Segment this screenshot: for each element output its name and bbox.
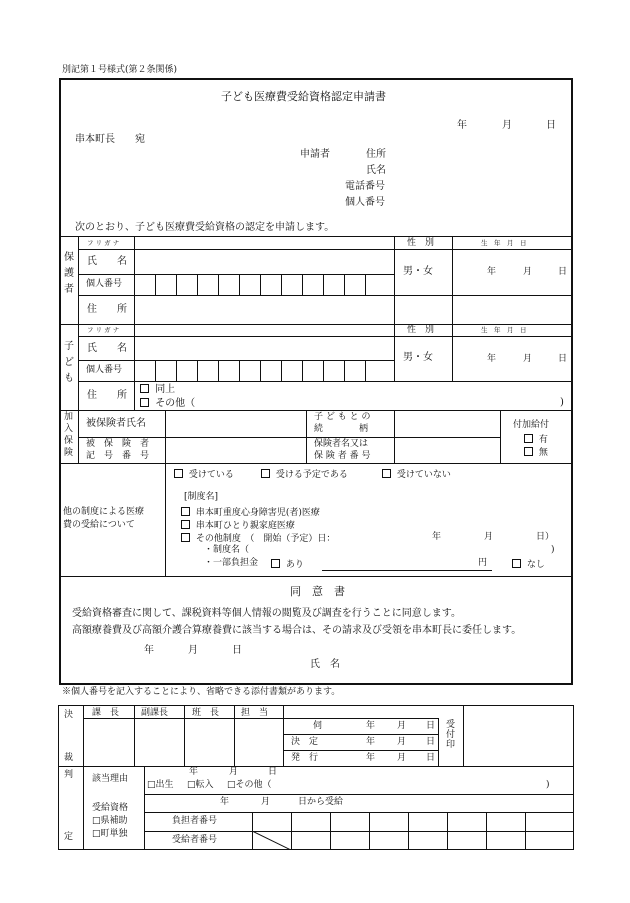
hantei-label-1: 判 bbox=[64, 770, 74, 780]
inquiry-day: 日 bbox=[426, 721, 436, 731]
decision-day: 日 bbox=[426, 737, 436, 747]
issue-day: 日 bbox=[426, 753, 436, 763]
extra-benefit-yes[interactable]: 有 bbox=[524, 434, 548, 445]
consent-name-label: 氏 名 bbox=[310, 659, 340, 670]
checkbox-icon bbox=[524, 447, 533, 456]
guardian-address-label: 住 所 bbox=[87, 304, 127, 315]
insurer-label-2: 保 険 者 番 号 bbox=[314, 451, 371, 461]
form-title: 子ども医療費受給資格認定申請書 bbox=[221, 90, 386, 103]
child-dob-year: 年 bbox=[487, 354, 497, 364]
status-planned[interactable]: 受ける予定である bbox=[261, 469, 348, 480]
other-start-month: 月 bbox=[484, 532, 494, 542]
system-disability[interactable]: 串本町重度心身障害児(者)医療 bbox=[181, 507, 320, 518]
system-name-field[interactable]: ・制度名（ bbox=[204, 545, 250, 555]
reason-close: ) bbox=[546, 780, 550, 790]
insured-name-label: 被保険者氏名 bbox=[86, 418, 146, 429]
checkbox-icon bbox=[524, 434, 533, 443]
guardian-furigana-label: フ リ ガ ナ bbox=[87, 239, 120, 247]
received-stamp-1: 受 bbox=[446, 720, 456, 730]
qual-from-year: 年 bbox=[220, 797, 230, 807]
reason-move-in[interactable]: □転入 bbox=[187, 780, 214, 790]
checkbox-icon bbox=[261, 469, 270, 478]
inquiry-year: 年 bbox=[366, 721, 376, 731]
child-side-3: も bbox=[64, 373, 74, 384]
checkbox-icon bbox=[174, 469, 183, 478]
applicant-phone-label: 電話番号 bbox=[345, 181, 385, 192]
recipient-number-diagonal bbox=[252, 831, 291, 850]
date-row-decision: 決 定 bbox=[291, 737, 319, 747]
system-single-parent[interactable]: 串本町ひとり親家庭医療 bbox=[181, 520, 295, 531]
guardian-dob-year: 年 bbox=[487, 267, 497, 277]
date-month: 月 bbox=[502, 120, 512, 131]
child-address-close: ) bbox=[560, 397, 564, 408]
reason-day: 日 bbox=[268, 767, 278, 777]
child-dob-month: 月 bbox=[523, 354, 533, 364]
reason-label: 該当理由 bbox=[92, 774, 129, 784]
child-dob-header: 生 年 月 日 bbox=[481, 326, 527, 334]
guardian-side-1: 保 bbox=[64, 252, 74, 263]
consent-title: 同 意 書 bbox=[290, 585, 345, 598]
insured-code-label-2: 記 号 番 号 bbox=[86, 451, 150, 461]
role-section-chief: 課 長 bbox=[92, 708, 120, 718]
consent-line-2: 高額療養費及び高額介護合算療養費に該当する場合は、その請求及び受領を串本町長に委任します。 bbox=[72, 625, 522, 636]
extra-benefit-label: 付加給付 bbox=[513, 420, 550, 430]
qual-town[interactable]: □町単独 bbox=[92, 829, 128, 839]
issue-year: 年 bbox=[366, 753, 376, 763]
insurance-side-2: 入 bbox=[64, 424, 74, 434]
other-system-label-2: 費の受給について bbox=[63, 520, 135, 530]
reason-year: 年 bbox=[189, 767, 199, 777]
checkbox-icon bbox=[140, 398, 149, 407]
date-day: 日 bbox=[546, 120, 556, 131]
kessai-label-2: 裁 bbox=[64, 753, 74, 763]
guardian-name-label: 氏 名 bbox=[87, 256, 127, 267]
child-mynumber-label: 個人番号 bbox=[86, 365, 123, 375]
partial-burden-no[interactable]: なし bbox=[512, 559, 545, 570]
child-dob-day: 日 bbox=[558, 354, 568, 364]
issue-month: 月 bbox=[397, 753, 407, 763]
child-side-1: 子 bbox=[64, 341, 74, 352]
status-receiving[interactable]: 受けている bbox=[174, 469, 234, 480]
qual-from-month: 月 bbox=[261, 797, 271, 807]
qual-prefecture[interactable]: □県補助 bbox=[92, 816, 128, 826]
child-side-2: ど bbox=[64, 357, 74, 368]
checkbox-icon bbox=[181, 533, 190, 542]
checkbox-icon bbox=[382, 469, 391, 478]
decision-year: 年 bbox=[366, 737, 376, 747]
checkbox-icon bbox=[181, 507, 190, 516]
consent-date-year: 年 bbox=[144, 645, 154, 656]
partial-burden-yes[interactable]: あり bbox=[271, 559, 304, 570]
insurer-label-1: 保険者名又は bbox=[314, 439, 369, 449]
role-deputy-chief: 副課長 bbox=[141, 708, 169, 718]
insurance-side-4: 険 bbox=[64, 448, 74, 458]
checkbox-icon bbox=[271, 559, 280, 568]
date-row-inquiry: 伺 bbox=[313, 721, 323, 731]
system-name-close: ) bbox=[551, 545, 555, 555]
decision-month: 月 bbox=[397, 737, 407, 747]
applicant-name-label: 氏名 bbox=[366, 165, 386, 176]
date-year: 年 bbox=[457, 120, 467, 131]
applicant-mynumber-label: 個人番号 bbox=[345, 197, 385, 208]
guardian-sex-value[interactable]: 男・女 bbox=[403, 266, 433, 277]
received-stamp-3: 印 bbox=[446, 740, 456, 750]
other-start-day: 日） bbox=[536, 532, 555, 542]
child-furigana-label: フ リ ガ ナ bbox=[87, 326, 120, 334]
partial-amount-line[interactable] bbox=[322, 570, 492, 571]
insurance-side-1: 加 bbox=[64, 412, 74, 422]
system-other[interactable]: その他制度 （ 開始（予定）日： bbox=[181, 533, 335, 544]
burden-number-label: 負担者番号 bbox=[172, 816, 218, 826]
insured-code-label-1: 被 保 険 者 bbox=[86, 439, 150, 449]
hantei-label-2: 定 bbox=[64, 832, 74, 842]
addressee: 串本町長 宛 bbox=[75, 134, 145, 145]
guardian-side-2: 護 bbox=[64, 268, 74, 279]
status-not-receiving[interactable]: 受けていない bbox=[382, 469, 451, 480]
relation-label-1: 子 ど も と の bbox=[314, 412, 371, 422]
checkbox-icon bbox=[181, 520, 190, 529]
received-stamp-2: 付 bbox=[446, 730, 456, 740]
relation-label-2: 続 柄 bbox=[314, 424, 369, 434]
qual-label: 受給資格 bbox=[92, 803, 129, 813]
inquiry-month: 月 bbox=[397, 721, 407, 731]
guardian-dob-header: 生 年 月 日 bbox=[481, 239, 527, 247]
guardian-mynumber-label: 個人番号 bbox=[86, 279, 123, 289]
kessai-label-1: 決 bbox=[64, 710, 74, 720]
consent-date-day: 日 bbox=[232, 645, 242, 656]
qual-from-day: 日から受給 bbox=[298, 797, 344, 807]
child-sex-header: 性 別 bbox=[407, 325, 435, 335]
extra-benefit-no[interactable]: 無 bbox=[524, 447, 548, 458]
consent-line-1: 受給資格審査に関して、課税資料等個人情報の閲覧及び調査を行うことに同意します。 bbox=[72, 608, 461, 619]
child-address-same[interactable]: 同上 bbox=[140, 384, 175, 395]
date-row-issue: 発 行 bbox=[291, 753, 319, 763]
guardian-dob-day: 日 bbox=[558, 267, 568, 277]
applicant-label: 申請者 bbox=[300, 149, 330, 160]
role-team-leader: 班 長 bbox=[192, 708, 220, 718]
form-number: 別記第１号様式(第２条関係) bbox=[62, 65, 178, 75]
footnote: ※個人番号を記入することにより、省略できる添付書類があります。 bbox=[62, 687, 341, 697]
insurance-side-3: 保 bbox=[64, 436, 74, 446]
child-name-label: 氏 名 bbox=[87, 343, 127, 354]
reason-birth[interactable]: □出生 bbox=[147, 780, 174, 790]
reason-month: 月 bbox=[229, 767, 239, 777]
guardian-dob-month: 月 bbox=[523, 267, 533, 277]
intro-text: 次のとおり、子ども医療費受給資格の認定を申請します。 bbox=[75, 222, 335, 233]
guardian-side-3: 者 bbox=[64, 284, 74, 295]
other-start-year: 年 bbox=[432, 532, 442, 542]
recipient-number-label: 受給者番号 bbox=[172, 835, 218, 845]
system-name-heading: [制度名] bbox=[184, 492, 219, 502]
child-address-other[interactable]: その他（ bbox=[140, 398, 195, 409]
reason-other[interactable]: □その他（ bbox=[227, 780, 272, 790]
child-address-label: 住 所 bbox=[87, 390, 127, 401]
checkbox-icon bbox=[140, 384, 149, 393]
consent-date-month: 月 bbox=[188, 645, 198, 656]
yen-unit: 円 bbox=[478, 558, 488, 568]
guardian-sex-header: 性 別 bbox=[407, 238, 435, 248]
partial-burden-label: ・一部負担金 bbox=[204, 558, 259, 568]
child-sex-value[interactable]: 男・女 bbox=[403, 352, 433, 363]
role-staff: 担 当 bbox=[241, 708, 269, 718]
other-system-label-1: 他の制度による医療 bbox=[63, 507, 145, 517]
applicant-address-label: 住所 bbox=[366, 149, 386, 160]
checkbox-icon bbox=[512, 559, 521, 568]
